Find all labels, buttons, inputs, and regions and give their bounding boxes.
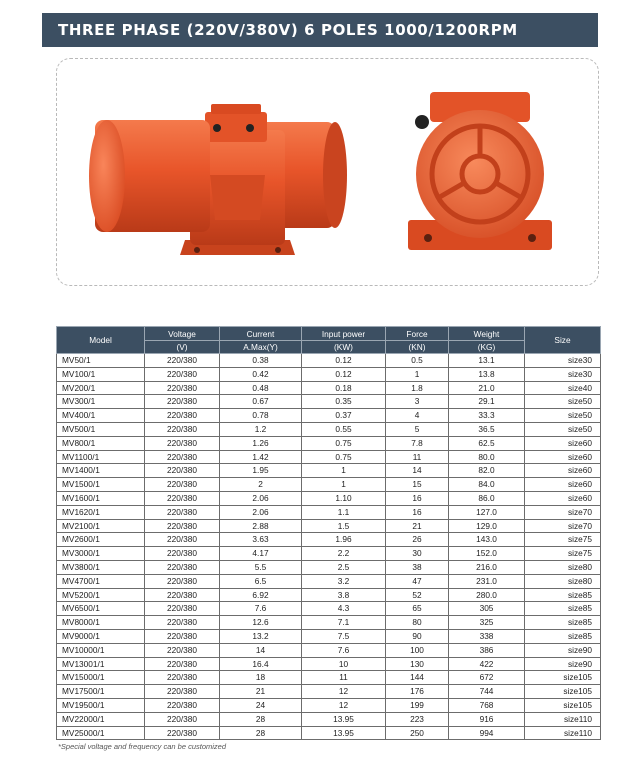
cell-weight: 744 <box>449 685 525 699</box>
cell-voltage: 220/380 <box>145 450 220 464</box>
cell-model: MV8000/1 <box>57 616 145 630</box>
cell-voltage: 220/380 <box>145 657 220 671</box>
specification-table-body <box>57 354 601 740</box>
cell-voltage: 220/380 <box>145 491 220 505</box>
table-row <box>57 354 601 368</box>
table-row <box>57 643 601 657</box>
cell-model: MV1500/1 <box>57 478 145 492</box>
cell-model: MV10000/1 <box>57 643 145 657</box>
cell-weight: 84.0 <box>449 478 525 492</box>
cell-weight: 82.0 <box>449 464 525 478</box>
cell-size: size60 <box>525 478 601 492</box>
cell-model: MV1600/1 <box>57 491 145 505</box>
cell-input-power: 0.12 <box>302 367 386 381</box>
cell-size: size50 <box>525 409 601 423</box>
cell-model: MV3000/1 <box>57 547 145 561</box>
cell-size: size60 <box>525 450 601 464</box>
cell-model: MV5200/1 <box>57 588 145 602</box>
table-row <box>57 574 601 588</box>
table-row <box>57 657 601 671</box>
cell-input-power: 3.2 <box>302 574 386 588</box>
cell-force: 30 <box>386 547 449 561</box>
cell-weight: 672 <box>449 671 525 685</box>
unit-input-power: (KW) <box>302 341 386 354</box>
cell-input-power: 12 <box>302 698 386 712</box>
cell-force: 47 <box>386 574 449 588</box>
cell-input-power: 0.55 <box>302 422 386 436</box>
cell-input-power: 0.37 <box>302 409 386 423</box>
cell-force: 1 <box>386 367 449 381</box>
cell-current: 0.67 <box>220 395 302 409</box>
cell-weight: 127.0 <box>449 505 525 519</box>
cell-model: MV2100/1 <box>57 519 145 533</box>
table-row <box>57 450 601 464</box>
cell-current: 0.48 <box>220 381 302 395</box>
cell-force: 14 <box>386 464 449 478</box>
cell-current: 1.42 <box>220 450 302 464</box>
cell-model: MV9000/1 <box>57 629 145 643</box>
cell-voltage: 220/380 <box>145 671 220 685</box>
cell-model: MV19500/1 <box>57 698 145 712</box>
header-input-power: Input power <box>302 327 386 341</box>
cell-current: 28 <box>220 726 302 740</box>
cell-current: 2.06 <box>220 491 302 505</box>
cell-voltage: 220/380 <box>145 436 220 450</box>
cell-size: size90 <box>525 657 601 671</box>
cell-force: 80 <box>386 616 449 630</box>
cell-voltage: 220/380 <box>145 643 220 657</box>
cell-weight: 386 <box>449 643 525 657</box>
cell-model: MV200/1 <box>57 381 145 395</box>
specification-table <box>56 326 601 740</box>
cell-weight: 305 <box>449 602 525 616</box>
cell-weight: 231.0 <box>449 574 525 588</box>
cell-input-power: 0.18 <box>302 381 386 395</box>
cell-force: 65 <box>386 602 449 616</box>
cell-voltage: 220/380 <box>145 726 220 740</box>
cell-input-power: 7.1 <box>302 616 386 630</box>
cell-model: MV15000/1 <box>57 671 145 685</box>
cell-input-power: 0.12 <box>302 354 386 368</box>
cell-current: 1.26 <box>220 436 302 450</box>
table-row <box>57 409 601 423</box>
cell-input-power: 12 <box>302 685 386 699</box>
cell-current: 2.88 <box>220 519 302 533</box>
cell-force: 1.8 <box>386 381 449 395</box>
cell-size: size110 <box>525 726 601 740</box>
unit-force: (KN) <box>386 341 449 354</box>
vibration-motor-front-image <box>400 92 560 257</box>
table-row <box>57 560 601 574</box>
table-row <box>57 671 601 685</box>
cell-current: 1.2 <box>220 422 302 436</box>
cell-voltage: 220/380 <box>145 505 220 519</box>
cell-voltage: 220/380 <box>145 409 220 423</box>
cell-current: 21 <box>220 685 302 699</box>
cell-model: MV500/1 <box>57 422 145 436</box>
table-row <box>57 685 601 699</box>
cell-force: 3 <box>386 395 449 409</box>
footnote: *Special voltage and frequency can be customized <box>58 742 227 751</box>
cell-force: 15 <box>386 478 449 492</box>
cell-model: MV1620/1 <box>57 505 145 519</box>
cell-input-power: 10 <box>302 657 386 671</box>
cell-weight: 280.0 <box>449 588 525 602</box>
cell-voltage: 220/380 <box>145 464 220 478</box>
cell-input-power: 7.5 <box>302 629 386 643</box>
header-force: Force <box>386 327 449 341</box>
cell-force: 250 <box>386 726 449 740</box>
cell-size: size85 <box>525 629 601 643</box>
page-title: THREE PHASE (220V/380V) 6 POLES 1000/1200RPM 50/60HZ <box>42 13 598 47</box>
cell-model: MV6500/1 <box>57 602 145 616</box>
cell-voltage: 220/380 <box>145 602 220 616</box>
cell-size: size50 <box>525 422 601 436</box>
cell-voltage: 220/380 <box>145 395 220 409</box>
cell-model: MV1100/1 <box>57 450 145 464</box>
cell-force: 90 <box>386 629 449 643</box>
unit-voltage: (V) <box>145 341 220 354</box>
table-row <box>57 478 601 492</box>
cell-size: size85 <box>525 616 601 630</box>
cell-size: size80 <box>525 560 601 574</box>
cell-model: MV100/1 <box>57 367 145 381</box>
cell-weight: 216.0 <box>449 560 525 574</box>
cell-input-power: 2.2 <box>302 547 386 561</box>
cell-model: MV17500/1 <box>57 685 145 699</box>
table-row <box>57 712 601 726</box>
cell-model: MV13001/1 <box>57 657 145 671</box>
cell-size: size30 <box>525 367 601 381</box>
cell-force: 130 <box>386 657 449 671</box>
cell-input-power: 4.3 <box>302 602 386 616</box>
cell-weight: 62.5 <box>449 436 525 450</box>
cell-weight: 129.0 <box>449 519 525 533</box>
cell-force: 16 <box>386 491 449 505</box>
cell-current: 13.2 <box>220 629 302 643</box>
unit-current: A.Max(Y) <box>220 341 302 354</box>
cell-model: MV1400/1 <box>57 464 145 478</box>
cell-force: 5 <box>386 422 449 436</box>
cell-voltage: 220/380 <box>145 616 220 630</box>
cell-voltage: 220/380 <box>145 560 220 574</box>
cell-model: MV22000/1 <box>57 712 145 726</box>
cell-model: MV800/1 <box>57 436 145 450</box>
table-row <box>57 698 601 712</box>
cell-current: 24 <box>220 698 302 712</box>
cell-input-power: 1.1 <box>302 505 386 519</box>
cell-force: 11 <box>386 450 449 464</box>
cell-input-power: 1 <box>302 464 386 478</box>
cell-voltage: 220/380 <box>145 712 220 726</box>
cell-size: size80 <box>525 574 601 588</box>
cell-voltage: 220/380 <box>145 533 220 547</box>
cell-input-power: 1.10 <box>302 491 386 505</box>
cell-input-power: 13.95 <box>302 726 386 740</box>
cell-weight: 422 <box>449 657 525 671</box>
cell-voltage: 220/380 <box>145 574 220 588</box>
cell-input-power: 1.5 <box>302 519 386 533</box>
cell-weight: 916 <box>449 712 525 726</box>
table-row <box>57 381 601 395</box>
cell-weight: 152.0 <box>449 547 525 561</box>
table-row <box>57 533 601 547</box>
cell-model: MV50/1 <box>57 354 145 368</box>
cell-current: 12.6 <box>220 616 302 630</box>
cell-size: size30 <box>525 354 601 368</box>
unit-weight: (KG) <box>449 341 525 354</box>
cell-force: 38 <box>386 560 449 574</box>
cell-weight: 21.0 <box>449 381 525 395</box>
cell-model: MV400/1 <box>57 409 145 423</box>
cell-voltage: 220/380 <box>145 367 220 381</box>
header-model: Model <box>57 327 145 354</box>
cell-force: 4 <box>386 409 449 423</box>
table-row <box>57 491 601 505</box>
cell-force: 21 <box>386 519 449 533</box>
cell-weight: 80.0 <box>449 450 525 464</box>
cell-current: 28 <box>220 712 302 726</box>
cell-voltage: 220/380 <box>145 588 220 602</box>
cell-weight: 325 <box>449 616 525 630</box>
cell-voltage: 220/380 <box>145 422 220 436</box>
header-size: Size <box>525 327 601 354</box>
cell-force: 52 <box>386 588 449 602</box>
cell-size: size70 <box>525 505 601 519</box>
cell-weight: 86.0 <box>449 491 525 505</box>
header-current: Current <box>220 327 302 341</box>
cell-size: size60 <box>525 464 601 478</box>
table-row <box>57 436 601 450</box>
cell-current: 7.6 <box>220 602 302 616</box>
vibration-motor-side-image <box>85 90 355 270</box>
cell-voltage: 220/380 <box>145 698 220 712</box>
cell-force: 7.8 <box>386 436 449 450</box>
table-row <box>57 629 601 643</box>
table-row <box>57 519 601 533</box>
cell-voltage: 220/380 <box>145 519 220 533</box>
header-weight: Weight <box>449 327 525 341</box>
cell-size: size110 <box>525 712 601 726</box>
table-row <box>57 464 601 478</box>
cell-current: 6.5 <box>220 574 302 588</box>
table-row <box>57 367 601 381</box>
cell-size: size40 <box>525 381 601 395</box>
cell-current: 0.42 <box>220 367 302 381</box>
cell-force: 100 <box>386 643 449 657</box>
cell-input-power: 0.35 <box>302 395 386 409</box>
cell-force: 0.5 <box>386 354 449 368</box>
table-row <box>57 616 601 630</box>
cell-current: 3.63 <box>220 533 302 547</box>
table-row <box>57 726 601 740</box>
cell-size: size75 <box>525 533 601 547</box>
cell-model: MV3800/1 <box>57 560 145 574</box>
cell-size: size105 <box>525 685 601 699</box>
cell-size: size70 <box>525 519 601 533</box>
cell-model: MV25000/1 <box>57 726 145 740</box>
cell-input-power: 0.75 <box>302 436 386 450</box>
cell-model: MV2600/1 <box>57 533 145 547</box>
table-row <box>57 422 601 436</box>
cell-current: 4.17 <box>220 547 302 561</box>
table-row <box>57 547 601 561</box>
cell-force: 199 <box>386 698 449 712</box>
cell-current: 2.06 <box>220 505 302 519</box>
cell-weight: 994 <box>449 726 525 740</box>
cell-current: 18 <box>220 671 302 685</box>
cell-weight: 13.1 <box>449 354 525 368</box>
cell-size: size90 <box>525 643 601 657</box>
cell-size: size60 <box>525 436 601 450</box>
cell-size: size105 <box>525 671 601 685</box>
cell-current: 0.38 <box>220 354 302 368</box>
cell-input-power: 0.75 <box>302 450 386 464</box>
cell-size: size85 <box>525 602 601 616</box>
cell-size: size105 <box>525 698 601 712</box>
cell-input-power: 1 <box>302 478 386 492</box>
cell-force: 176 <box>386 685 449 699</box>
cell-size: size50 <box>525 395 601 409</box>
cell-weight: 33.3 <box>449 409 525 423</box>
cell-input-power: 1.96 <box>302 533 386 547</box>
cell-current: 0.78 <box>220 409 302 423</box>
cell-force: 223 <box>386 712 449 726</box>
cell-weight: 36.5 <box>449 422 525 436</box>
cell-weight: 143.0 <box>449 533 525 547</box>
cell-current: 2 <box>220 478 302 492</box>
cell-current: 14 <box>220 643 302 657</box>
cell-current: 1.95 <box>220 464 302 478</box>
header-voltage: Voltage <box>145 327 220 341</box>
cell-model: MV4700/1 <box>57 574 145 588</box>
cell-voltage: 220/380 <box>145 547 220 561</box>
cell-size: size85 <box>525 588 601 602</box>
cell-weight: 768 <box>449 698 525 712</box>
cell-force: 16 <box>386 505 449 519</box>
cell-current: 16.4 <box>220 657 302 671</box>
cell-input-power: 11 <box>302 671 386 685</box>
cell-current: 5.5 <box>220 560 302 574</box>
cell-voltage: 220/380 <box>145 381 220 395</box>
cell-voltage: 220/380 <box>145 685 220 699</box>
cell-voltage: 220/380 <box>145 478 220 492</box>
cell-size: size75 <box>525 547 601 561</box>
cell-voltage: 220/380 <box>145 629 220 643</box>
cell-weight: 29.1 <box>449 395 525 409</box>
cell-voltage: 220/380 <box>145 354 220 368</box>
cell-weight: 338 <box>449 629 525 643</box>
cell-input-power: 2.5 <box>302 560 386 574</box>
cell-force: 26 <box>386 533 449 547</box>
cell-force: 144 <box>386 671 449 685</box>
cell-size: size60 <box>525 491 601 505</box>
table-row <box>57 395 601 409</box>
table-row <box>57 588 601 602</box>
cell-weight: 13.8 <box>449 367 525 381</box>
table-row <box>57 505 601 519</box>
cell-input-power: 7.6 <box>302 643 386 657</box>
cell-input-power: 3.8 <box>302 588 386 602</box>
table-row <box>57 602 601 616</box>
cell-current: 6.92 <box>220 588 302 602</box>
cell-input-power: 13.95 <box>302 712 386 726</box>
cell-model: MV300/1 <box>57 395 145 409</box>
